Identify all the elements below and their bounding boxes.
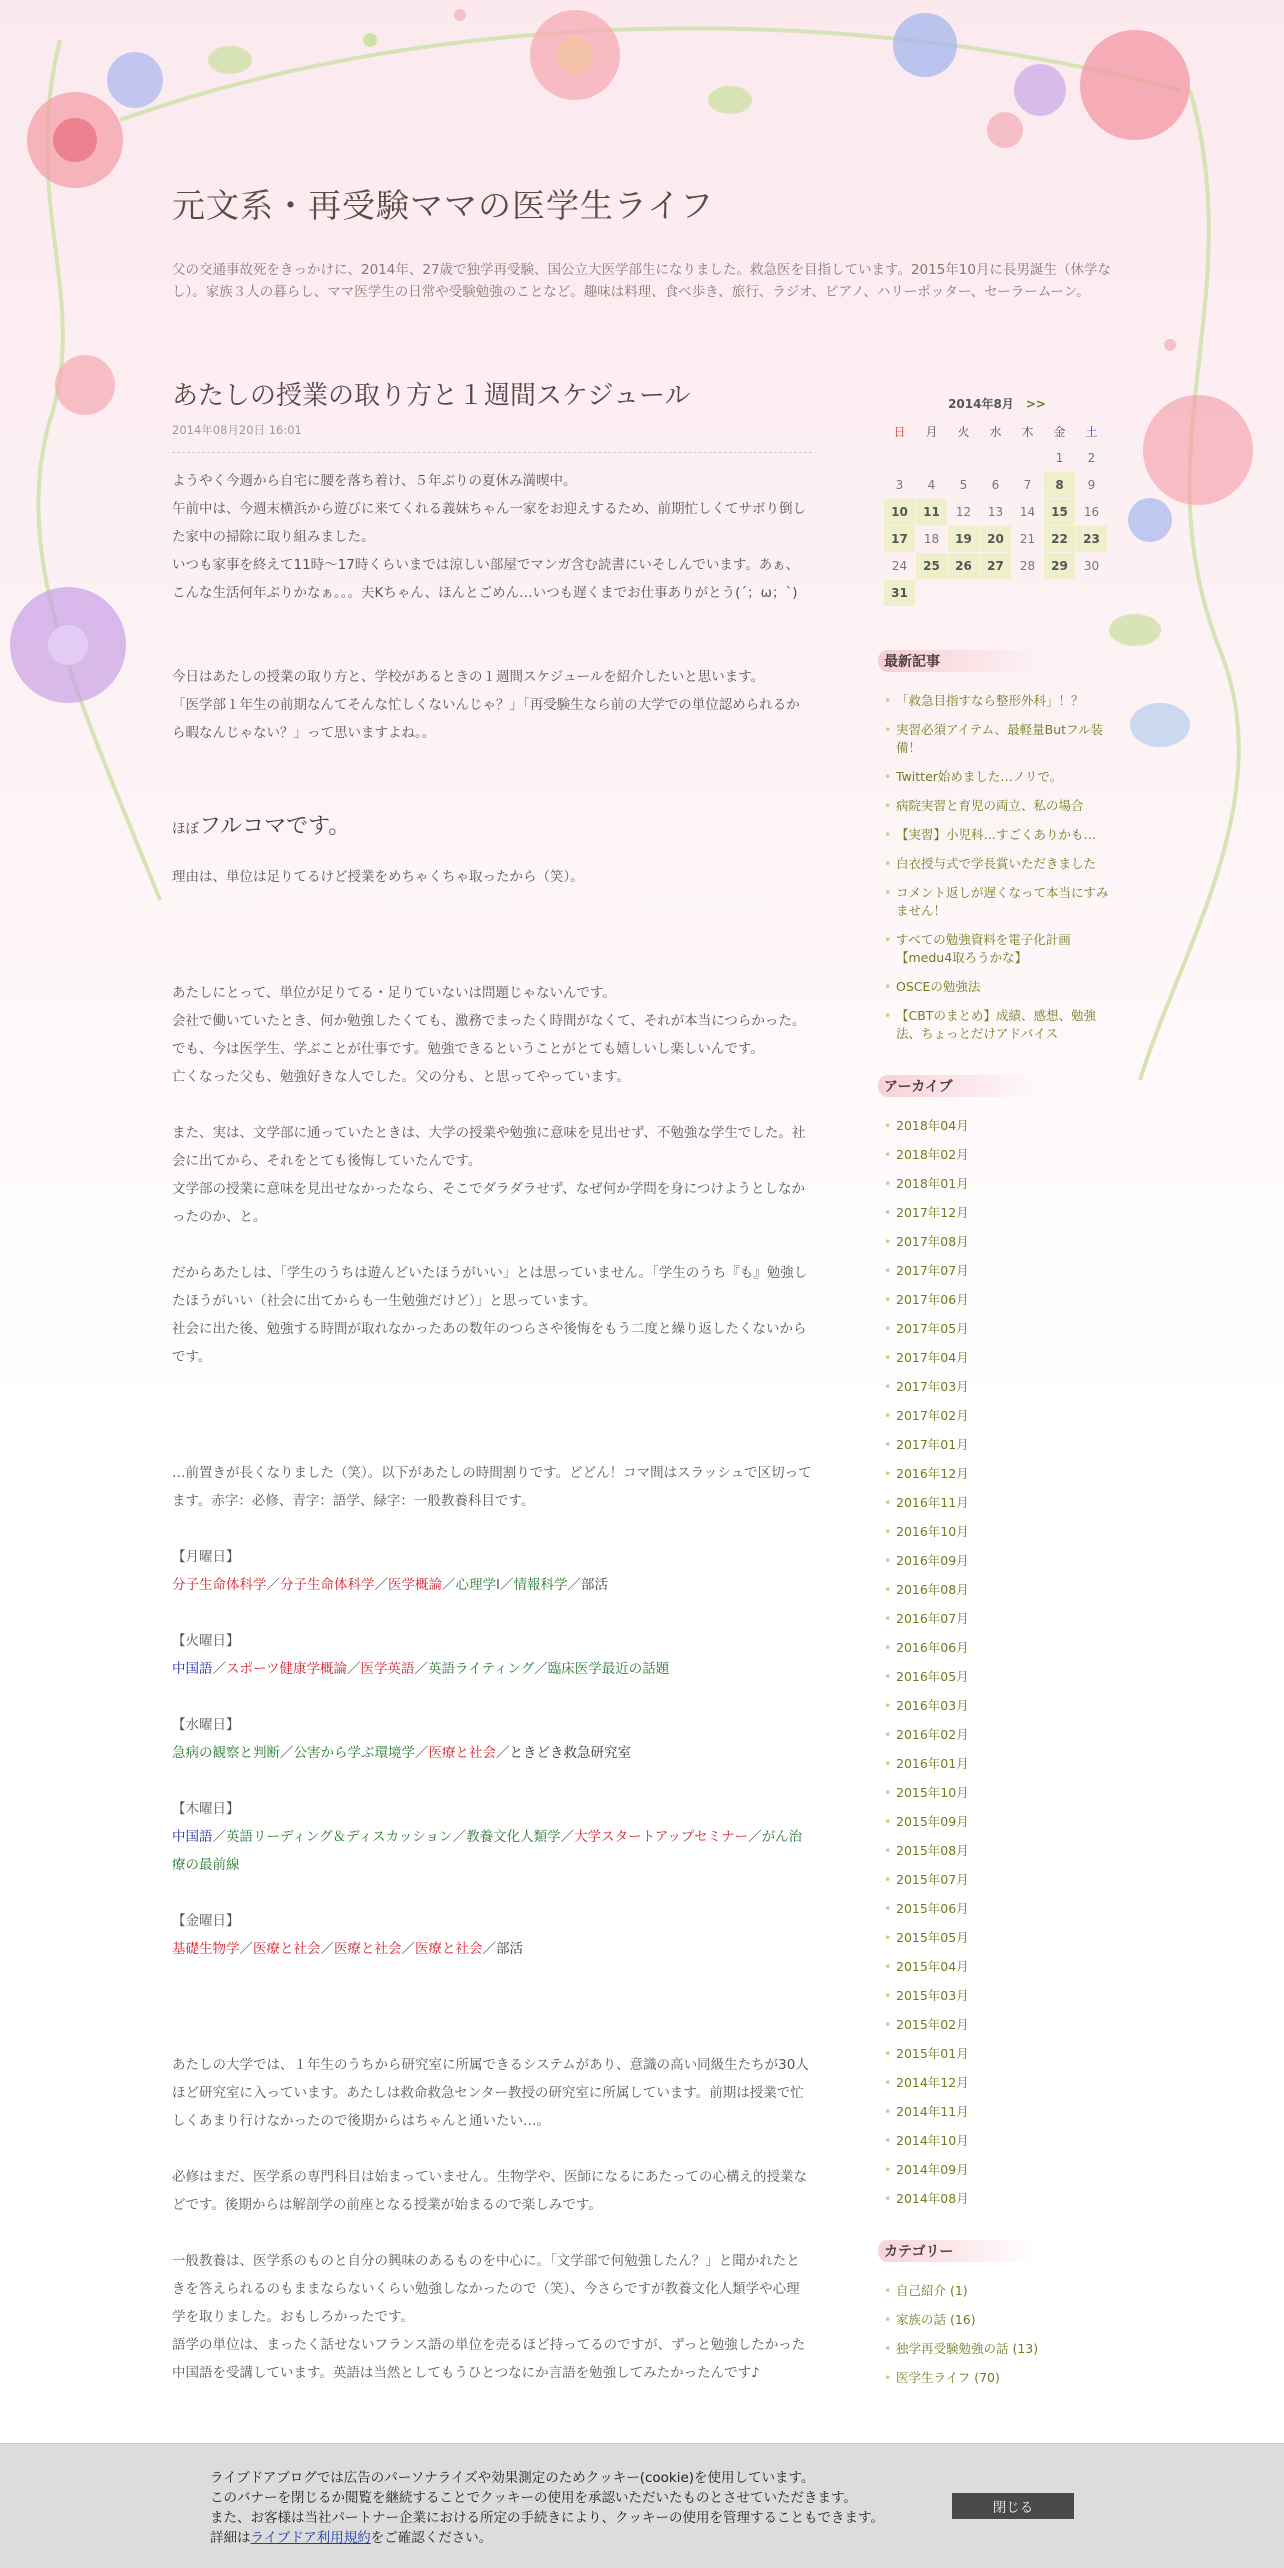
entry-paragraph: 語学の単位は、まったく話せないフランス語の単位を売るほど持ってるのですが、ずっと勉強したかった中国語を受講しています。英語は当然としてもうひとつなにか言語を勉強してみたかったんです♪ — [172, 2337, 806, 2381]
calendar-day[interactable]: 26 — [948, 553, 979, 579]
terms-link[interactable]: ライブドア利用規約 — [250, 2530, 371, 2546]
calendar-day: 9 — [1087, 478, 1096, 492]
schedule-course: スポーツ健康学概論 — [226, 1661, 347, 1677]
schedule-course: がん治療の最前線 — [172, 1829, 803, 1873]
calendar-day[interactable]: 31 — [884, 580, 915, 606]
archive-month-link[interactable]: • 2016年08月 — [884, 1581, 1110, 1599]
entry-paragraph: 一般教養は、医学系のものと自分の興味のあるものを中心に。「文学部で何勉強したん？」と聞かれたときを答えられるのもままならないくらい勉強しなかったので（笑）、今さらですが教養文化人類学や心理学を取りました。おもしろかったです。 — [172, 2253, 800, 2325]
schedule-day-heading: 【水曜日】 — [172, 1717, 240, 1733]
recent-posts-heading: 最新記事 — [884, 646, 1110, 676]
archive-month-link[interactable]: • 2017年04月 — [884, 1349, 1110, 1367]
archive-heading: アーカイブ — [884, 1071, 1110, 1101]
category-link[interactable]: • 自己紹介 (1) — [884, 2282, 1110, 2300]
schedule-course: 中国語 — [172, 1661, 213, 1677]
schedule-course: 情報科学 — [513, 1577, 568, 1593]
archive-month-link[interactable]: • 2015年02月 — [884, 2016, 1110, 2034]
schedule-monday — [172, 1571, 812, 1599]
schedule-course: 教養文化人類学 — [466, 1829, 561, 1845]
schedule-friday — [172, 1935, 812, 1963]
calendar-day[interactable]: 27 — [980, 553, 1011, 579]
schedule-course: ／ときどき救急研究室 — [496, 1745, 631, 1761]
calendar-day: 12 — [955, 505, 972, 519]
category-link[interactable]: • 医学生ライフ (70) — [884, 2369, 1110, 2387]
calendar-day[interactable]: 25 — [916, 553, 947, 579]
category-link[interactable]: • 家族の話 (16) — [884, 2311, 1110, 2329]
calendar-day: 21 — [1019, 532, 1036, 546]
cookie-line: このバナーを閉じるか閲覧を継続することでクッキーの使用を承認いただいたものとさせていただきます。 — [210, 2490, 857, 2506]
archive-month-link[interactable]: • 2015年03月 — [884, 1987, 1110, 2005]
recent-post-link[interactable]: • 【実習】小児科…すごくありかも… — [884, 826, 1110, 844]
cookie-line — [210, 2528, 930, 2548]
calendar-month: 2014年8月 — [948, 397, 1014, 411]
calendar-blank — [1012, 445, 1043, 471]
entry-paragraph: …前置きが長くなりました（笑）。以下があたしの時間割りです。どどん！コマ間はスラッシュで区切ってます。赤字：必修、青字：語学、緑字：一般教養科目です。 — [172, 1465, 812, 1509]
cookie-message — [210, 2468, 930, 2548]
calendar-day: 28 — [1019, 559, 1036, 573]
category-link[interactable]: • 独学再受験勉強の話 (13) — [884, 2340, 1110, 2358]
schedule-course: 医療と社会 — [415, 1941, 483, 1957]
schedule-course: ／ — [560, 1829, 575, 1845]
archive-month-link[interactable]: • 2015年06月 — [884, 1900, 1110, 1918]
schedule-course: 急病の観察と判断 — [172, 1745, 280, 1761]
cookie-line: ライブドアブログでは広告のパーソナライズや効果測定のためクッキー(cookie)を使用しています。 — [210, 2470, 815, 2486]
archive-month-link[interactable]: • 2015年05月 — [884, 1929, 1110, 1947]
archive-month-link[interactable]: • 2015年01月 — [884, 2045, 1110, 2063]
blog-header — [172, 180, 1112, 303]
schedule-course: 基礎生物学 — [172, 1941, 240, 1957]
calendar-header — [884, 395, 1110, 412]
recent-posts-list — [884, 692, 1110, 1043]
recent-post-link[interactable]: • 「救急目指すなら整形外科」！？ — [884, 692, 1110, 710]
schedule-course: ／ — [748, 1829, 762, 1845]
schedule-course: ／ — [534, 1661, 548, 1677]
schedule-day-heading: 【木曜日】 — [172, 1801, 240, 1817]
calendar-day[interactable]: 8 — [1044, 472, 1075, 498]
entry-paragraph: また、実は、文学部に通っていたときは、大学の授業や勉強に意味を見出せず、不勉強な学生でした。社会に出てから、それをとても後悔していたんです。 — [172, 1125, 806, 1169]
entry-paragraph: 文学部の授業に意味を見出せなかったなら、そこでダラダラせず、なぜ何か学問を身につけようとしなかったのか、と。 — [172, 1181, 806, 1225]
archive-month-link[interactable]: • 2016年02月 — [884, 1726, 1110, 1744]
calendar-day: 1 — [1055, 451, 1064, 465]
schedule-course: 医学英語 — [360, 1661, 415, 1677]
recent-post-link[interactable]: • 病院実習と育児の両立、私の場合 — [884, 797, 1110, 815]
calendar-day[interactable]: 29 — [1044, 553, 1075, 579]
schedule-course: ／ — [212, 1829, 226, 1845]
archive-month-link[interactable]: • 2015年08月 — [884, 1842, 1110, 1860]
schedule-wednesday — [172, 1739, 812, 1767]
schedule-course: 英語リーディング＆ディスカッション — [226, 1829, 453, 1845]
calendar-day: 7 — [1023, 478, 1032, 492]
recent-post-link[interactable]: • 白衣授与式で学長賞いただきました — [884, 855, 1110, 873]
schedule-day-heading: 【月曜日】 — [172, 1549, 240, 1565]
entry-paragraph: 会社で働いていたとき、何か勉強したくても、激務でまったく時間がなくて、それが本当につらかった。でも、今は医学生、学ぶことが仕事です。勉強できるということがとても嬉しいし楽しいんです。 — [172, 1013, 806, 1057]
calendar-weekday: 金 — [1053, 425, 1066, 439]
archive-month-link[interactable]: • 2014年09月 — [884, 2161, 1110, 2179]
main-entry — [172, 375, 812, 2387]
calendar-weekday: 日 — [893, 425, 906, 439]
category-list — [884, 2282, 1110, 2387]
recent-post-link[interactable]: • OSCEの勉強法 — [884, 978, 1110, 996]
recent-post-link[interactable]: • Twitter始めました…ノリで。 — [884, 768, 1110, 786]
sidebar — [884, 395, 1110, 2398]
calendar-day[interactable]: 22 — [1044, 526, 1075, 552]
calendar-day: 4 — [927, 478, 936, 492]
schedule-course: 公害から学ぶ環境学 — [293, 1745, 415, 1761]
calendar-day[interactable]: 10 — [884, 499, 915, 525]
cookie-line-suffix: をご確認ください。 — [370, 2530, 493, 2546]
entry-paragraph: いつも家事を終えて11時～17時くらいまでは涼しい部屋でマンガ含む読書にいそしんでいます。あぁ、こんな生活何年ぶりかなぁ。。。夫Kちゃん、ほんとごめん…いつも遅くまでお仕事ありがとう(´；ω；`) — [172, 557, 800, 601]
schedule-course: 分子生命体科学 — [172, 1577, 267, 1593]
schedule-thursday — [172, 1823, 812, 1879]
archive-month-link[interactable]: • 2016年03月 — [884, 1697, 1110, 1715]
cookie-line: また、お客様は当社パートナー企業における所定の手続きにより、クッキーの使用を管理することもできます。 — [210, 2510, 884, 2526]
schedule-day-heading: 【火曜日】 — [172, 1633, 240, 1649]
schedule-course: 臨床医学最近の話題 — [547, 1661, 670, 1677]
calendar-blank — [884, 445, 915, 471]
archive-month-link[interactable]: • 2017年06月 — [884, 1291, 1110, 1309]
schedule-day-heading: 【金曜日】 — [172, 1913, 240, 1929]
calendar-day: 30 — [1083, 559, 1100, 573]
schedule-course: 中国語 — [172, 1829, 213, 1845]
schedule-course: 心理学Ⅰ — [455, 1577, 500, 1593]
recent-post-link[interactable]: • コメント返しが遅くなって本当にすみません！ — [884, 884, 1110, 920]
calendar-day: 24 — [891, 559, 908, 573]
schedule-course: ／ — [414, 1661, 428, 1677]
calendar-grid — [884, 420, 1110, 606]
archive-month-link[interactable]: • 2018年01月 — [884, 1175, 1110, 1193]
calendar-weekday: 土 — [1085, 425, 1098, 439]
schedule-course: ／ — [442, 1577, 456, 1593]
archive-month-link[interactable]: • 2016年07月 — [884, 1610, 1110, 1628]
archive-month-link[interactable]: • 2016年06月 — [884, 1639, 1110, 1657]
calendar-day: 3 — [895, 478, 904, 492]
schedule-course: ／部活 — [482, 1941, 523, 1957]
entry-paragraph: 午前中は、今週末横浜から遊びに来てくれる義妹ちゃん一家をお迎えするため、前期忙しくてサボり倒した家中の掃除に取り組みました。 — [172, 501, 806, 545]
calendar-weekday: 水 — [989, 425, 1002, 439]
archive-month-link[interactable]: • 2015年07月 — [884, 1871, 1110, 1889]
entry-date: 2014年08月20日 16:01 — [172, 422, 812, 453]
emphasis-text: フルコマです。 — [199, 814, 351, 839]
archive-month-link[interactable]: • 2016年09月 — [884, 1552, 1110, 1570]
archive-month-link[interactable]: • 2017年03月 — [884, 1378, 1110, 1396]
archive-month-link[interactable]: • 2014年10月 — [884, 2132, 1110, 2150]
entry-paragraph: ようやく今週から自宅に腰を落ち着け、５年ぶりの夏休み満喫中。 — [172, 473, 577, 489]
archive-month-link[interactable]: • 2015年09月 — [884, 1813, 1110, 1831]
schedule-course: 英語ライティング — [427, 1661, 535, 1677]
emphasis-prefix: ほぼ — [172, 821, 199, 837]
calendar-day: 16 — [1083, 505, 1100, 519]
archive-month-link[interactable]: • 2017年12月 — [884, 1204, 1110, 1222]
schedule-course: ／ — [212, 1661, 226, 1677]
schedule-course: ／ — [499, 1577, 514, 1593]
archive-list — [884, 1117, 1110, 2208]
schedule-course: ／ — [374, 1577, 388, 1593]
schedule-course: ／ — [401, 1941, 415, 1957]
archive-month-link[interactable]: • 2017年01月 — [884, 1436, 1110, 1454]
calendar-day: 13 — [987, 505, 1004, 519]
schedule-course: ／ — [452, 1829, 467, 1845]
entry-body — [172, 467, 812, 2387]
calendar-next-link[interactable]: >> — [1025, 397, 1046, 411]
archive-month-link[interactable]: • 2018年02月 — [884, 1146, 1110, 1164]
recent-post-link[interactable]: • すべての勉強資料を電子化計画【medu4取ろうかな】 — [884, 931, 1110, 967]
schedule-tuesday — [172, 1655, 812, 1683]
cookie-line-prefix: 詳細は — [210, 2530, 251, 2546]
schedule-course: 医学概論 — [388, 1577, 442, 1593]
schedule-course: 分子生命体科学 — [280, 1577, 375, 1593]
calendar-day[interactable]: 15 — [1044, 499, 1075, 525]
entry-paragraph: あたしの大学では、１年生のうちから研究室に所属できるシステムがあり、意識の高い同級生たちが30人ほど研究室に入っています。あたしは救命救急センター教授の研究室に所属しています。前期は授業で忙しくあまり行けなかったので後期からはちゃんと通いたい…。 — [172, 2057, 809, 2129]
calendar-day: 14 — [1019, 505, 1036, 519]
calendar-day[interactable]: 11 — [916, 499, 947, 525]
schedule-course: ／ — [320, 1941, 334, 1957]
calendar-day[interactable]: 20 — [980, 526, 1011, 552]
category-heading: カテゴリー — [884, 2236, 1110, 2266]
entry-paragraph: だからあたしは、「学生のうちは遊んどいたほうがいい」とは思っていません。「学生のうち『も』勉強したほうがいい（社会に出てからも一生勉強だけど）」と思っています。 — [172, 1265, 808, 1309]
archive-month-link[interactable]: • 2016年10月 — [884, 1523, 1110, 1541]
calendar-day[interactable]: 23 — [1076, 526, 1107, 552]
archive-month-link[interactable]: • 2017年02月 — [884, 1407, 1110, 1425]
schedule-course: ／ — [415, 1745, 429, 1761]
entry-title[interactable]: あたしの授業の取り方と１週間スケジュール — [172, 381, 691, 411]
entry-paragraph: 亡くなった父も、勉強好きな人でした。父の分も、と思ってやっています。 — [172, 1069, 630, 1085]
calendar-day: 5 — [959, 478, 968, 492]
recent-post-link[interactable]: • 実習必須アイテム、最軽量Butフル装備！ — [884, 721, 1110, 757]
calendar-blank — [980, 445, 1011, 471]
archive-month-link[interactable]: • 2016年12月 — [884, 1465, 1110, 1483]
calendar-day: 2 — [1087, 451, 1096, 465]
recent-post-link[interactable]: • 【CBTのまとめ】成績、感想、勉強法、ちょっとだけアドバイス — [884, 1007, 1110, 1043]
calendar-weekday: 月 — [925, 425, 938, 439]
schedule-course: 大学スタートアップセミナー — [574, 1829, 749, 1845]
calendar-weekday: 火 — [957, 425, 970, 439]
calendar-blank — [916, 445, 947, 471]
archive-month-link[interactable]: • 2016年05月 — [884, 1668, 1110, 1686]
calendar-day: 18 — [923, 532, 940, 546]
entry-paragraph: 「医学部１年生の前期なんてそんな忙しくないんじゃ？」「再受験生なら前の大学での単位認められるから暇なんじゃない？」って思いますよね。。 — [172, 697, 800, 741]
calendar-weekday: 木 — [1021, 425, 1034, 439]
archive-month-link[interactable]: • 2015年10月 — [884, 1784, 1110, 1802]
archive-month-link[interactable]: • 2018年04月 — [884, 1117, 1110, 1135]
calendar-day: 6 — [991, 478, 1000, 492]
entry-paragraph: 必修はまだ、医学系の専門科目は始まっていません。生物学や、医師になるにあたっての心構え的授業などです。後期からは解剖学の前座となる授業が始まるので楽しみです。 — [172, 2169, 808, 2213]
schedule-course: ／ — [346, 1661, 361, 1677]
calendar — [884, 395, 1110, 606]
calendar-day[interactable]: 17 — [884, 526, 915, 552]
cookie-close-button[interactable]: 閉じる — [952, 2493, 1074, 2519]
archive-month-link[interactable]: • 2014年11月 — [884, 2103, 1110, 2121]
schedule-course: ／ — [239, 1941, 253, 1957]
archive-month-link[interactable]: • 2017年05月 — [884, 1320, 1110, 1338]
schedule-course: 医療と社会 — [428, 1745, 496, 1761]
archive-month-link[interactable]: • 2017年07月 — [884, 1262, 1110, 1280]
entry-paragraph: 社会に出た後、勉強する時間が取れなかったあの数年のつらさや後悔をもう二度と繰り返したくないからです。 — [172, 1321, 807, 1365]
archive-month-link[interactable]: • 2015年04月 — [884, 1958, 1110, 1976]
archive-month-link[interactable]: • 2014年12月 — [884, 2074, 1110, 2092]
entry-paragraph: あたしにとって、単位が足りてる・足りていないは問題じゃないんです。 — [172, 985, 616, 1001]
archive-month-link[interactable]: • 2016年11月 — [884, 1494, 1110, 1512]
calendar-blank — [948, 445, 979, 471]
archive-month-link[interactable]: • 2014年08月 — [884, 2190, 1110, 2208]
blog-description: 父の交通事故死をきっかけに、2014年、27歳で独学再受験、国公立大医学部生になりました。救急医を目指しています。2015年10月に長男誕生（休学なし）。家族３人の暮らし、ママ医学生の日常や受験勉強のことなど。趣味は料理、食べ歩き、旅行、ラジオ、ピアノ、ハリーポッター、セーラームーン。 — [172, 262, 1111, 300]
schedule-course: ／ — [280, 1745, 294, 1761]
entry-paragraph: 今日はあたしの授業の取り方と、学校があるときの１週間スケジュールを紹介したいと思います。 — [172, 669, 765, 685]
schedule-course: ／ — [266, 1577, 280, 1593]
schedule-course: 医療と社会 — [334, 1941, 402, 1957]
cookie-banner — [0, 2443, 1284, 2568]
schedule-course: ／部活 — [567, 1577, 608, 1593]
calendar-day[interactable]: 19 — [948, 526, 979, 552]
blog-title[interactable]: 元文系・再受験ママの医学生ライフ — [172, 186, 715, 225]
archive-month-link[interactable]: • 2017年08月 — [884, 1233, 1110, 1251]
schedule-course: 医療と社会 — [253, 1941, 321, 1957]
entry-paragraph: 理由は、単位は足りてるけど授業をめちゃくちゃ取ったから（笑）。 — [172, 869, 584, 885]
archive-month-link[interactable]: • 2016年01月 — [884, 1755, 1110, 1773]
entry-emphasis — [172, 803, 812, 853]
